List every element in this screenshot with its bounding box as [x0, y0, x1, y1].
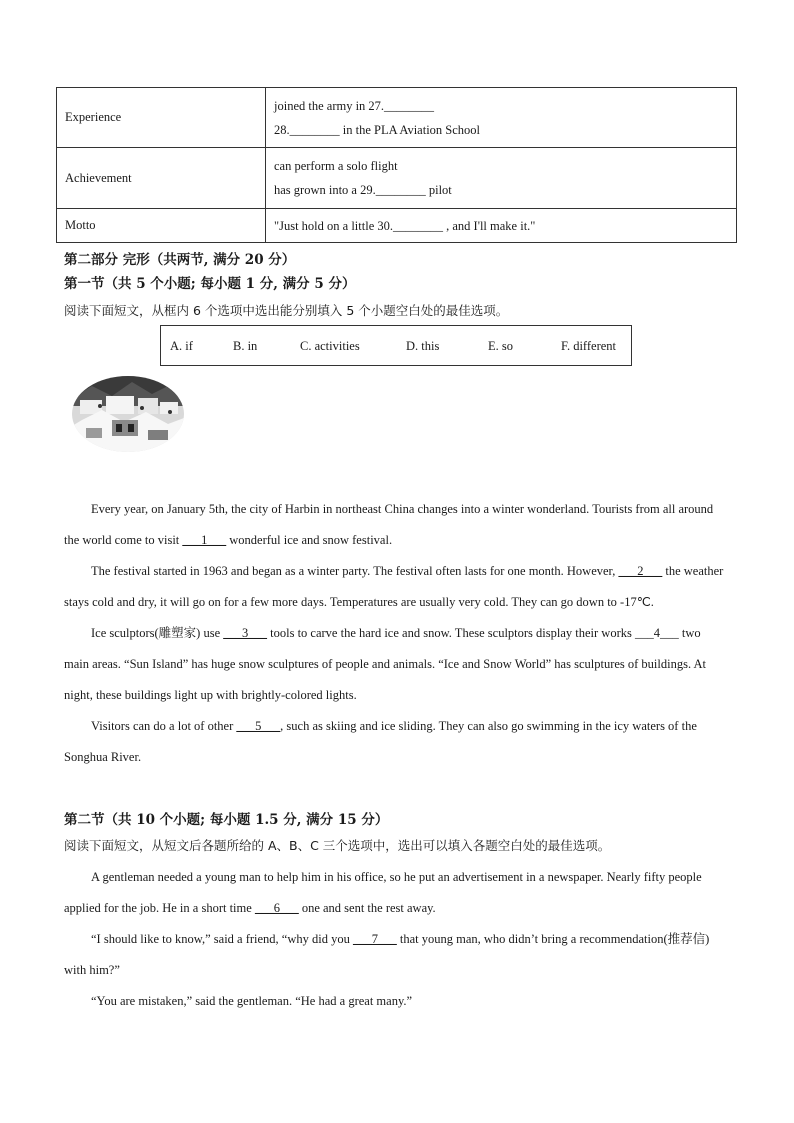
option-f: F. different: [561, 339, 617, 353]
ice-festival-photo: [72, 376, 184, 452]
section2-instruction: 阅读下面短文，从短文后各题所给的 A、B、C 三个选项中，选出可以填入各题空白处的最佳选项。: [64, 838, 611, 853]
row-line: "Just hold on a little 30.________ , and I'll make it.": [274, 218, 536, 233]
table-row: [57, 88, 737, 148]
passage-paragraph: [64, 711, 724, 773]
row-line: can perform a solo flight: [274, 159, 398, 173]
row-line: 28.________ in the PLA Aviation School: [274, 122, 481, 137]
passage-2: [64, 862, 724, 1017]
text-run: Visitors can do a lot of other: [91, 719, 237, 733]
table-row: [57, 209, 737, 243]
blank-3: ___3___: [223, 626, 268, 640]
text-run: The festival started in 1963 and began as a winter party. The festival often lasts for one month. However,: [91, 564, 619, 578]
row-key: Experience: [57, 88, 266, 148]
passage-paragraph: [64, 618, 724, 711]
text-run: tools to carve the hard ice and snow. These sculptors display their works ___4___ two main areas. “Sun Island” has huge snow sculptures of people and animals. “Ice and Snow World” has sculptures of buildings. At night, these buildings light up with brightly-colored lights.: [64, 626, 707, 702]
text-run: Every year, on January 5th, the city of Harbin in northeast China changes into a winter wonderland. Tourists from all around the world come to visit: [64, 502, 714, 547]
row-value: [266, 148, 737, 209]
passage-paragraph: [64, 924, 724, 986]
passage-paragraph: [64, 494, 724, 556]
blank-7: ___7___: [352, 932, 397, 946]
text-run: “I should like to know,” said a friend, “why did you: [91, 932, 353, 946]
blank-1: ___1___: [182, 533, 227, 547]
row-line: has grown into a 29.________ pilot: [274, 183, 452, 197]
option-c: C. activities: [300, 339, 360, 353]
row-key: Achievement: [57, 148, 266, 209]
text-run: that young man, who didn’t bring a recommendation(推荐信) with him?”: [64, 932, 710, 977]
text-run: , such as skiing and ice sliding. They can also go swimming in the icy waters of the Songhua River.: [64, 719, 697, 764]
table-row: [57, 148, 737, 209]
row-key: Motto: [57, 209, 266, 243]
passage-1: [64, 494, 724, 773]
section1-heading: 第一节（共 5 个小题; 每小题 1 分, 满分 5 分）: [64, 276, 356, 292]
passage-paragraph: [64, 556, 724, 618]
text-run: “You are mistaken,” said the gentleman. “He had a great many.”: [91, 994, 413, 1008]
row-value: [266, 209, 737, 243]
passage-paragraph: [64, 986, 724, 1017]
text-run: the weather stays cold and dry, it will go on for a few more days. Temperatures are usually very cold. They can go down to -17℃.: [64, 564, 724, 609]
blank-6: ___6___: [254, 901, 299, 915]
option-b: B. in: [233, 339, 258, 353]
section2-heading: 第二节（共 10 个小题; 每小题 1.5 分, 满分 15 分）: [64, 812, 389, 828]
passage-paragraph: [64, 862, 724, 924]
part-heading: 第二部分 完形（共两节, 满分 20 分）: [64, 252, 296, 268]
text-run: wonderful ice and snow festival.: [226, 533, 393, 547]
option-d: D. this: [406, 339, 440, 353]
options-box: [160, 325, 632, 366]
row-line: joined the army in 27.________: [274, 98, 435, 113]
blank-5: ___5___: [236, 719, 281, 733]
option-a: A. if: [170, 339, 193, 353]
text-run: one and sent the rest away.: [298, 901, 436, 915]
text-run: A gentleman needed a young man to help him in his office, so he put an advertisement in a newspaper. Nearly fifty people applied for the job. He in a short time: [64, 870, 702, 915]
option-e: E. so: [488, 339, 513, 353]
info-table: [56, 87, 737, 243]
text-run: Ice sculptors(雕塑家) use: [91, 626, 224, 640]
blank-2: ___2___: [618, 564, 663, 578]
section1-instruction: 阅读下面短文，从框内 6 个选项中选出能分别填入 5 个小题空白处的最佳选项。: [64, 303, 509, 318]
row-value: [266, 88, 737, 148]
